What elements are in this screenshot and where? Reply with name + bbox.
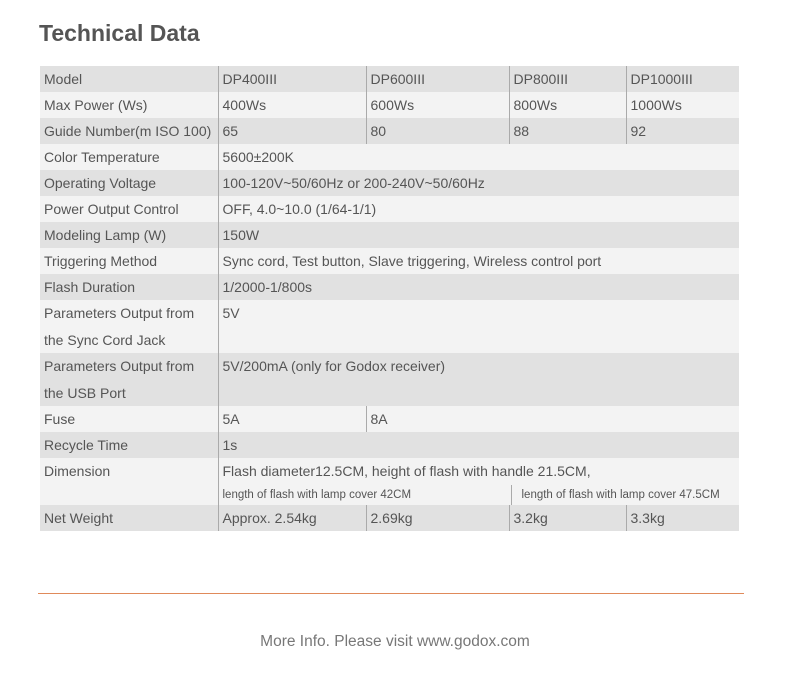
cell-value: 80 [366,118,509,144]
model-name: DP400III [218,66,366,92]
table-row-power-output-control [40,196,739,222]
row-label [40,353,218,406]
table-row-sync-output [40,300,739,353]
table-row-model [40,66,739,92]
table-row-recycle-time [40,432,739,458]
row-label: Model [40,66,218,92]
cell-value: 1/2000-1/800s [218,274,739,300]
row-label: Fuse [40,406,218,432]
cell-value: Sync cord, Test button, Slave triggering, Wireless control port [218,248,739,274]
row-label: Net Weight [40,505,218,531]
cell-value: 65 [218,118,366,144]
footer-info: More Info. Please visit www.godox.com [260,633,530,650]
cell-value [218,458,739,505]
row-label: Guide Number(m ISO 100) [40,118,218,144]
cell-value: 3.3kg [626,505,739,531]
dimension-subline [223,485,736,505]
cell-value: 5V/200mA (only for Godox receiver) [218,353,739,406]
cell-value: 800Ws [509,92,626,118]
dimension-length-b: length of flash with lamp cover 47.5CM [511,485,720,505]
cell-value: 88 [509,118,626,144]
row-label-line: the USB Port [44,384,126,401]
cell-value: 600Ws [366,92,509,118]
table-row-dimension [40,458,739,505]
row-label: Dimension [40,458,218,505]
row-label: Recycle Time [40,432,218,458]
row-label-line: Parameters Output from [44,305,195,321]
row-label: Operating Voltage [40,170,218,196]
row-label: Flash Duration [40,274,218,300]
cell-value: Approx. 2.54kg [218,505,366,531]
dimension-length-a: length of flash with lamp cover 42CM [222,488,412,501]
cell-value: 1000Ws [626,92,739,118]
row-label-line: the Sync Cord Jack [44,331,166,348]
cell-value: 100-120V~50/60Hz or 200-240V~50/60Hz [218,170,739,196]
row-label: Color Temperature [40,144,218,170]
cell-value: 92 [626,118,739,144]
row-label: Triggering Method [40,248,218,274]
technical-data-table [40,66,739,531]
model-name: DP1000III [626,66,739,92]
cell-value: 150W [218,222,739,248]
cell-value: 400Ws [218,92,366,118]
table-row-usb-output [40,353,739,406]
cell-value: 2.69kg [366,505,509,531]
table-row-net-weight [40,505,739,531]
table-row-fuse [40,406,739,432]
table-row-flash-duration [40,274,739,300]
cell-value: 5A [218,406,366,432]
table-row-operating-voltage [40,170,739,196]
table-row-max-power [40,92,739,118]
cell-value: 1s [218,432,739,458]
table-row-modeling-lamp [40,222,739,248]
page-title: Technical Data [39,20,200,46]
row-label: Power Output Control [40,196,218,222]
table-row-triggering-method [40,248,739,274]
model-name: DP600III [366,66,509,92]
row-label-line: Parameters Output from [44,358,195,374]
model-name: DP800III [509,66,626,92]
cell-value: 3.2kg [509,505,626,531]
row-label [40,300,218,353]
divider [38,593,744,594]
row-label: Modeling Lamp (W) [40,222,218,248]
cell-value: OFF, 4.0~10.0 (1/64-1/1) [218,196,739,222]
cell-value: 5600±200K [218,144,739,170]
cell-value: 8A [366,406,739,432]
dimension-line: Flash diameter12.5CM, height of flash with handle 21.5CM, [222,463,591,479]
table-row-guide-number [40,118,739,144]
table-row-color-temperature [40,144,739,170]
cell-value: 5V [218,300,739,353]
row-label: Max Power (Ws) [40,92,218,118]
